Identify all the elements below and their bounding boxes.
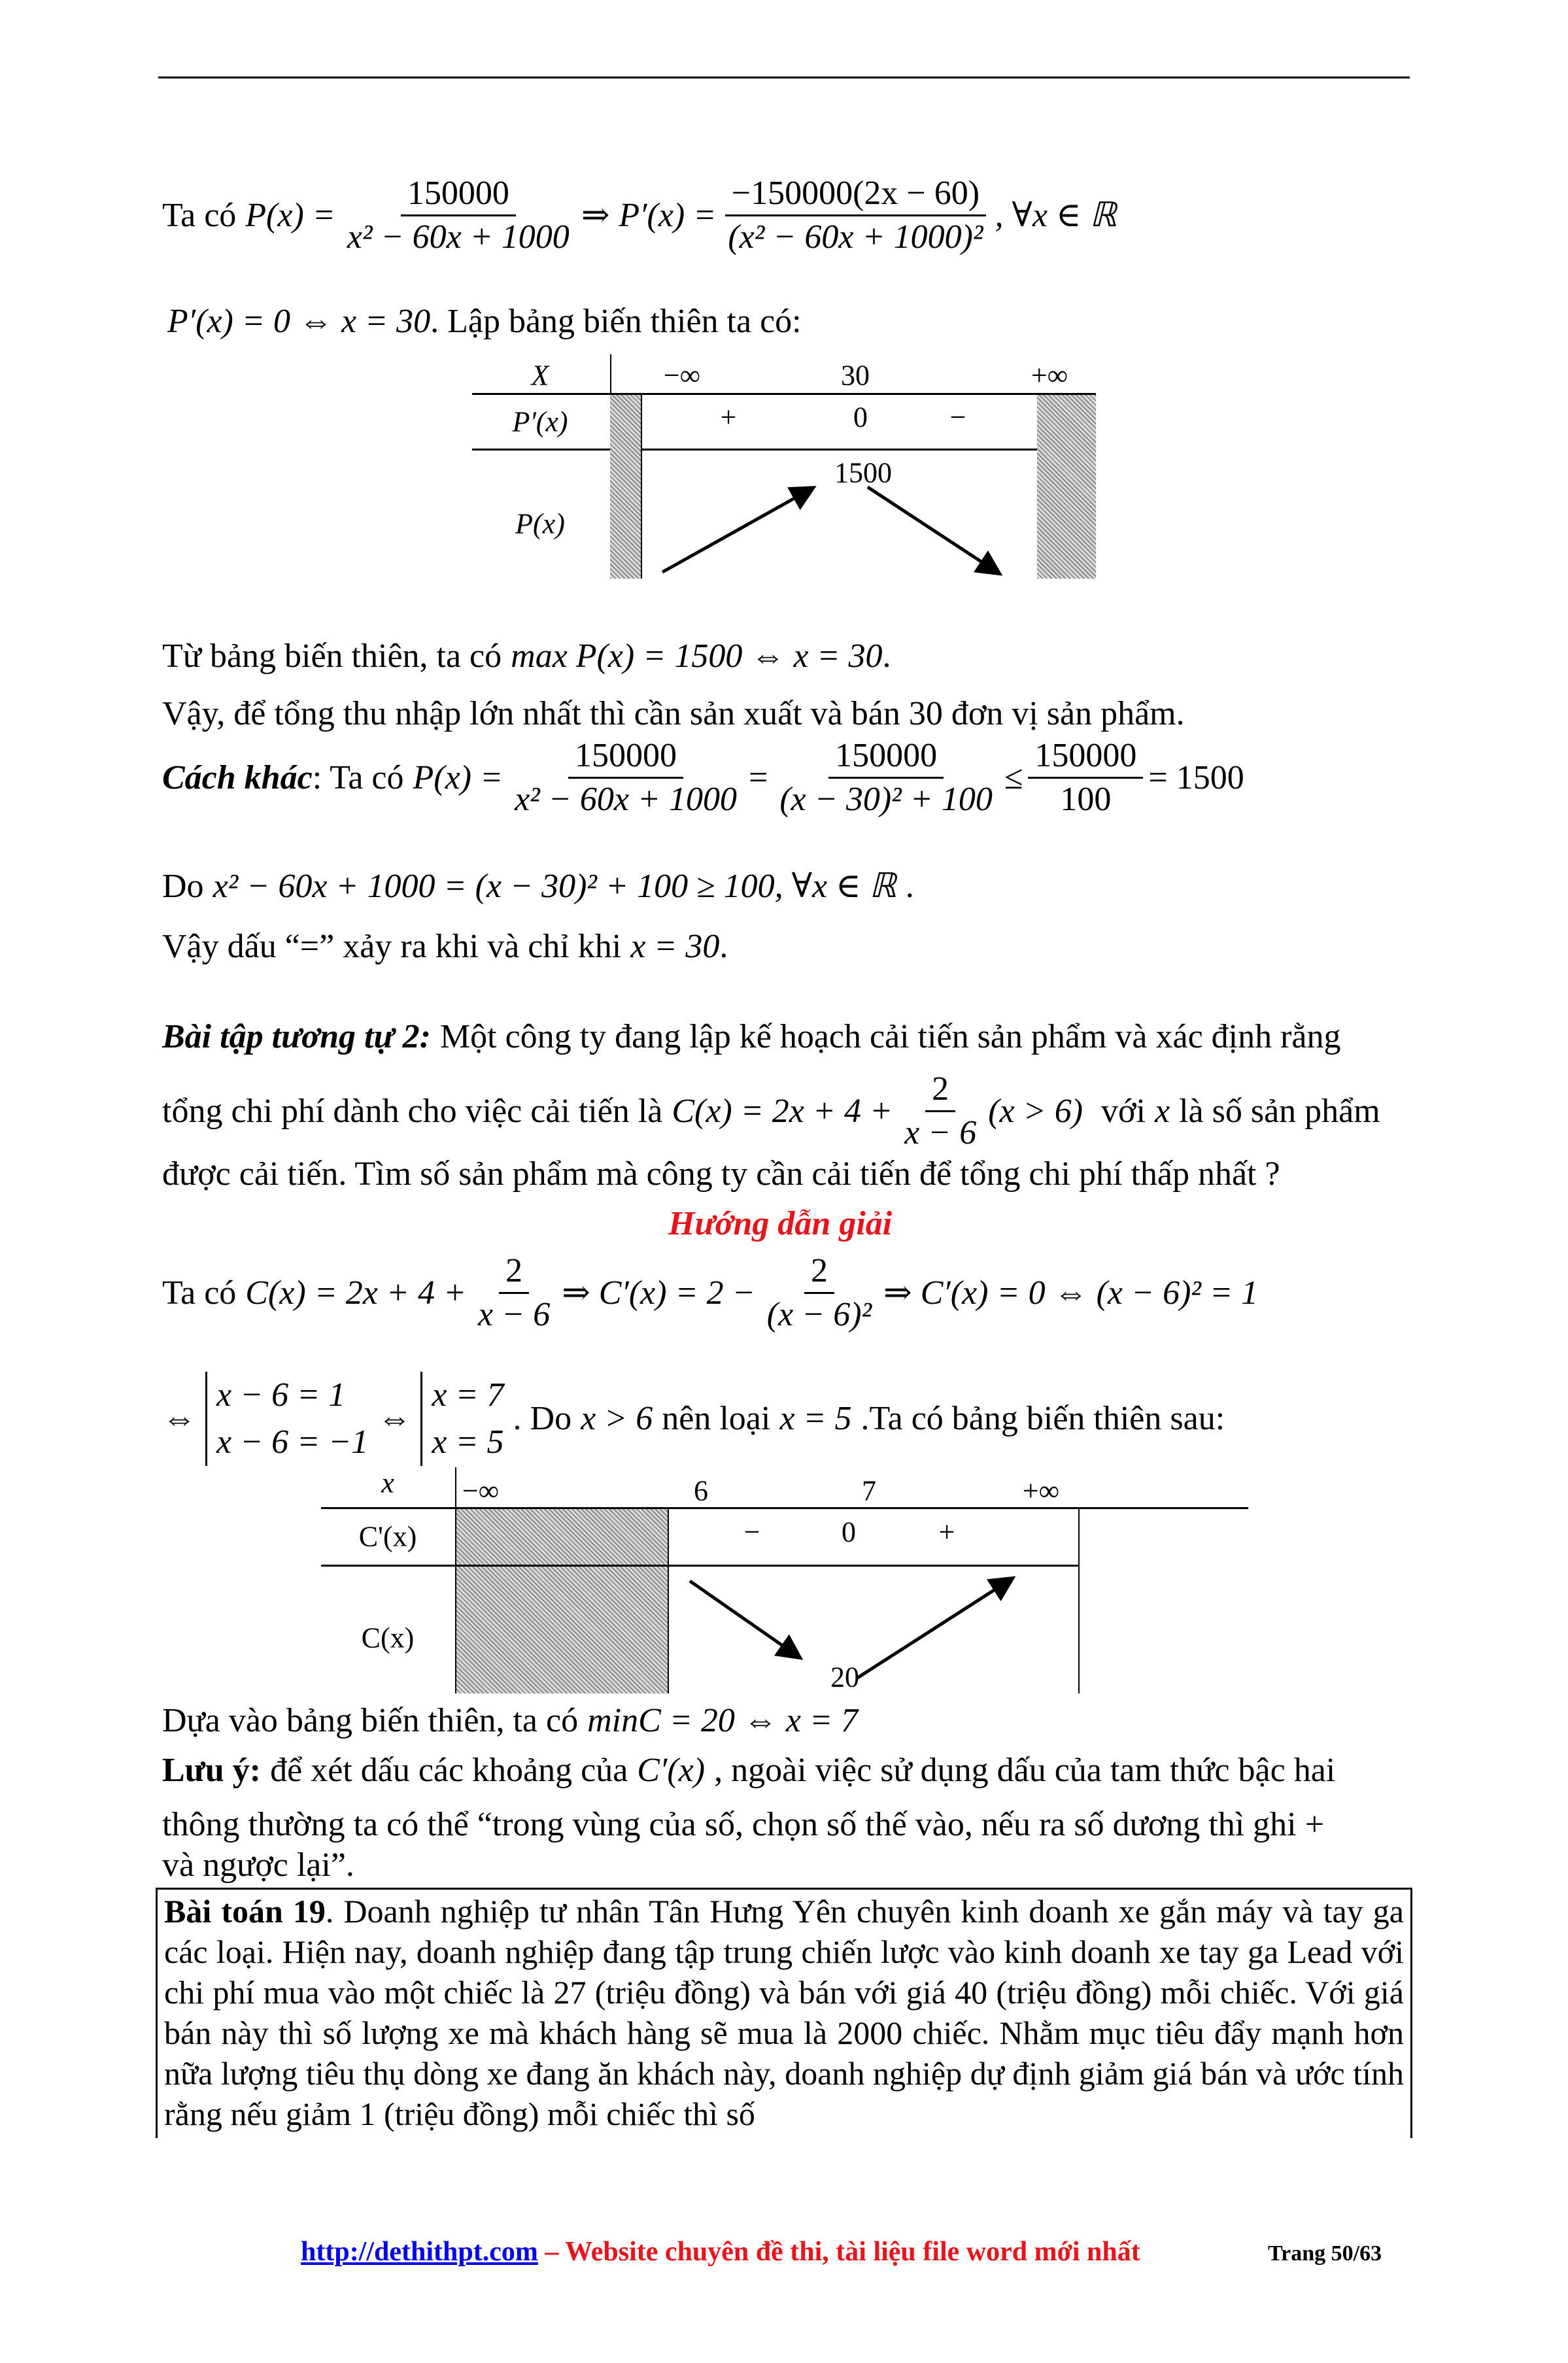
website-link[interactable]: http://dethithpt.com xyxy=(301,2237,538,2267)
numerator: 2 xyxy=(925,1072,955,1112)
min-value: 20 xyxy=(830,1661,859,1693)
text: : Ta có xyxy=(312,758,404,796)
increasing-arrow xyxy=(662,489,811,572)
text: Dựa vào bảng biến thiên, ta có xyxy=(162,1702,579,1739)
divider xyxy=(455,1467,456,1693)
system-bracket xyxy=(420,1372,503,1466)
text: là số sản phẩm xyxy=(1179,1092,1380,1130)
fraction xyxy=(471,1254,556,1332)
math: (x > 6) xyxy=(988,1092,1083,1130)
inequality-line xyxy=(162,870,914,904)
math: x = 30 xyxy=(630,928,720,965)
text: . xyxy=(905,868,914,905)
text: Vậy, để tổng thu nhập lớn nhất thì cần sản xuất và bán 30 đơn vị sản phẩm. xyxy=(162,695,1185,732)
text: với xyxy=(1101,1092,1146,1130)
header-value: 30 xyxy=(841,359,870,392)
sign: − xyxy=(949,401,966,434)
numerator: −150000(2x − 60) xyxy=(725,177,986,216)
text: . xyxy=(882,638,891,675)
numerator: 150000 xyxy=(401,177,516,216)
system-bracket xyxy=(205,1372,368,1466)
text: thông thường ta có thể “trong vùng của số, chọn số thế vào, nếu ra số dương thì ghi + xyxy=(162,1806,1324,1843)
math-lhs: P(x) = xyxy=(245,196,335,234)
text: , ngoài việc sử dụng dấu của tam thức bậc hai xyxy=(714,1752,1336,1789)
denominator: 100 xyxy=(1060,781,1112,818)
equation: x = 5 xyxy=(432,1423,504,1461)
problem-text: . Doanh nghiệp tư nhân Tân Hưng Yên chuyên kinh doanh xe gắn máy và tay ga các loại. Hiện nay, doanh nghiệp đang tập trung chiến lược vào kinh doanh xe tay ga Lead với chi phí mua vào một chiếc là 27 (triệu đồng) và bán với giá 40 (triệu đồng) mỗi chiếc. Với giá bán này thì số lượng xe mà khách hàng sẽ mua là 2000 chiếc. Nhằm mục tiêu đẩy mạnh hơn nữa lượng tiêu thụ dòng xe đang ăn khách này, doanh nghiệp dự định giảm giá bán và ước tính rằng nếu giảm 1 (triệu đồng) mỗi chiếc thì số xyxy=(164,1893,1404,2132)
row-label: C'(x) xyxy=(358,1520,417,1553)
footer xyxy=(301,2236,1140,2268)
conclusion-line xyxy=(162,697,1185,731)
numerator: 150000 xyxy=(1028,739,1143,779)
math-tail: , ∀x ∈ ℝ xyxy=(995,196,1117,234)
text: . Lập bảng biến thiên ta có: xyxy=(430,303,802,340)
solution-derivative-line xyxy=(162,1254,1258,1332)
sign: − xyxy=(743,1516,760,1548)
header-label: X xyxy=(531,359,549,392)
denominator: x² − 60x + 1000 xyxy=(515,781,738,818)
row-label: C(x) xyxy=(361,1622,415,1654)
text: và ngược lại”. xyxy=(162,1846,354,1884)
text: Từ bảng biến thiên, ta có xyxy=(162,638,502,675)
exercise-2-line-1 xyxy=(162,1020,1341,1054)
text: tổng chi phí dành cho việc cải tiến là xyxy=(162,1092,663,1130)
iff-symbol: ⇔ xyxy=(377,1400,412,1437)
math-lhs: P′(x) = xyxy=(619,196,717,234)
divider xyxy=(1078,1508,1080,1693)
math: x = 5 xyxy=(779,1400,852,1437)
equation: x = 7 xyxy=(432,1376,504,1414)
denominator: x − 6 xyxy=(478,1296,551,1333)
solution-system-line xyxy=(162,1372,1225,1466)
exercise-2-line-3 xyxy=(162,1157,1280,1191)
equation: x − 6 = −1 xyxy=(216,1423,369,1461)
label: Cách khác xyxy=(162,758,313,796)
math: ⇒ C′(x) = 2 − xyxy=(562,1274,755,1312)
denominator: x − 6 xyxy=(904,1114,977,1151)
math: C(x) = 2x + 4 + xyxy=(245,1274,467,1312)
decreasing-arrow xyxy=(868,487,997,572)
min-line xyxy=(162,1704,858,1738)
header-value: 6 xyxy=(694,1474,708,1507)
denominator: (x − 30)² + 100 xyxy=(779,781,993,818)
math: x > 6 xyxy=(581,1400,653,1437)
note-line-2 xyxy=(162,1808,1324,1842)
numerator: 150000 xyxy=(568,739,683,779)
math: C(x) = 2x + 4 + xyxy=(672,1092,893,1130)
divider xyxy=(321,1565,1080,1567)
note-label: Lưu ý: xyxy=(162,1752,262,1789)
fraction xyxy=(1028,739,1143,817)
text: Một công ty đang lập kế hoạch cải tiến sản phẩm và xác định rằng xyxy=(439,1018,1341,1055)
note-line-3 xyxy=(162,1848,354,1882)
exercise-2-line-2 xyxy=(162,1072,1380,1150)
divider xyxy=(321,1507,1248,1509)
fraction xyxy=(773,739,998,817)
implies-symbol: ⇒ xyxy=(581,196,610,234)
header-label: x xyxy=(381,1467,394,1499)
row-label: P(x) xyxy=(515,507,565,540)
math: x² − 60x + 1000 = (x − 30)² + 100 ≥ 100, ∀x ∈ ℝ xyxy=(213,868,896,905)
fraction xyxy=(508,739,743,817)
denominator: x² − 60x + 1000 xyxy=(347,218,570,256)
note-line-1 xyxy=(162,1754,1335,1788)
problem-19-box xyxy=(156,1888,1412,2138)
math: P′(x) = 0 ⇔ x = 30 xyxy=(167,303,431,340)
increasing-arrow xyxy=(857,1580,1010,1678)
text: Ta có xyxy=(162,1274,237,1312)
math: minC = 20 ⇔ x = 7 xyxy=(587,1702,859,1739)
math: x xyxy=(1155,1092,1170,1130)
text: để xét dấu các khoảng của xyxy=(270,1752,628,1789)
header-value: −∞ xyxy=(663,359,701,392)
hatched-cell xyxy=(455,1508,668,1693)
divider xyxy=(668,1508,669,1693)
equation: x − 6 = 1 xyxy=(216,1376,346,1414)
math-lhs: P(x) = xyxy=(413,758,503,796)
denominator: (x² − 60x + 1000)² xyxy=(728,218,983,256)
math: ⇒ C′(x) = 0 ⇔ (x − 6)² = 1 xyxy=(883,1274,1259,1312)
sign: + xyxy=(720,401,737,434)
text: Vậy dấu “=” xảy ra khi và chỉ khi xyxy=(162,928,622,965)
numerator: 2 xyxy=(804,1254,834,1294)
math: max P(x) = 1500 ⇔ x = 30 xyxy=(511,638,883,675)
footer-tagline: – Website chuyên đề thi, tài liệu file word mới nhất xyxy=(537,2237,1140,2267)
fraction xyxy=(760,1254,878,1332)
sign: 0 xyxy=(842,1516,856,1548)
numerator: 2 xyxy=(499,1254,529,1294)
sign: 0 xyxy=(853,401,868,434)
header-value: 7 xyxy=(862,1474,876,1507)
header-value: −∞ xyxy=(462,1474,500,1507)
fraction xyxy=(898,1072,983,1150)
header-value: +∞ xyxy=(1022,1474,1060,1507)
text: .Ta có bảng biến thiên sau: xyxy=(861,1400,1225,1437)
alternative-method-line xyxy=(162,739,1244,817)
row-label: P'(x) xyxy=(512,405,568,438)
sign: + xyxy=(938,1516,955,1548)
problem-label: Bài toán 19 xyxy=(164,1893,326,1930)
text: được cải tiến. Tìm số sản phẩm mà công ty cần cải tiến để tổng chi phí thấp nhất ? xyxy=(162,1155,1280,1193)
max-value: 1500 xyxy=(834,456,892,489)
equals: = xyxy=(749,758,768,796)
text: Do xyxy=(162,868,204,905)
decreasing-arrow xyxy=(690,1581,798,1656)
text: Ta có xyxy=(162,196,237,234)
page-number: Trang 50/63 xyxy=(1268,2241,1382,2266)
equality-line xyxy=(162,930,728,964)
result: = 1500 xyxy=(1148,758,1244,796)
exercise-label: Bài tập tương tự 2: xyxy=(162,1018,431,1055)
text: . Do xyxy=(513,1400,572,1437)
text: . xyxy=(719,928,728,965)
le-symbol: ≤ xyxy=(1004,758,1023,796)
numerator: 150000 xyxy=(828,739,944,779)
iff-symbol: ⇔ xyxy=(162,1400,196,1437)
solution-title: Hướng dẫn giải xyxy=(668,1205,893,1242)
math: C′(x) xyxy=(637,1752,706,1789)
header-value: +∞ xyxy=(1031,359,1068,392)
denominator: (x − 6)² xyxy=(766,1296,872,1333)
max-line xyxy=(162,639,891,673)
text: nên loại xyxy=(662,1400,771,1437)
